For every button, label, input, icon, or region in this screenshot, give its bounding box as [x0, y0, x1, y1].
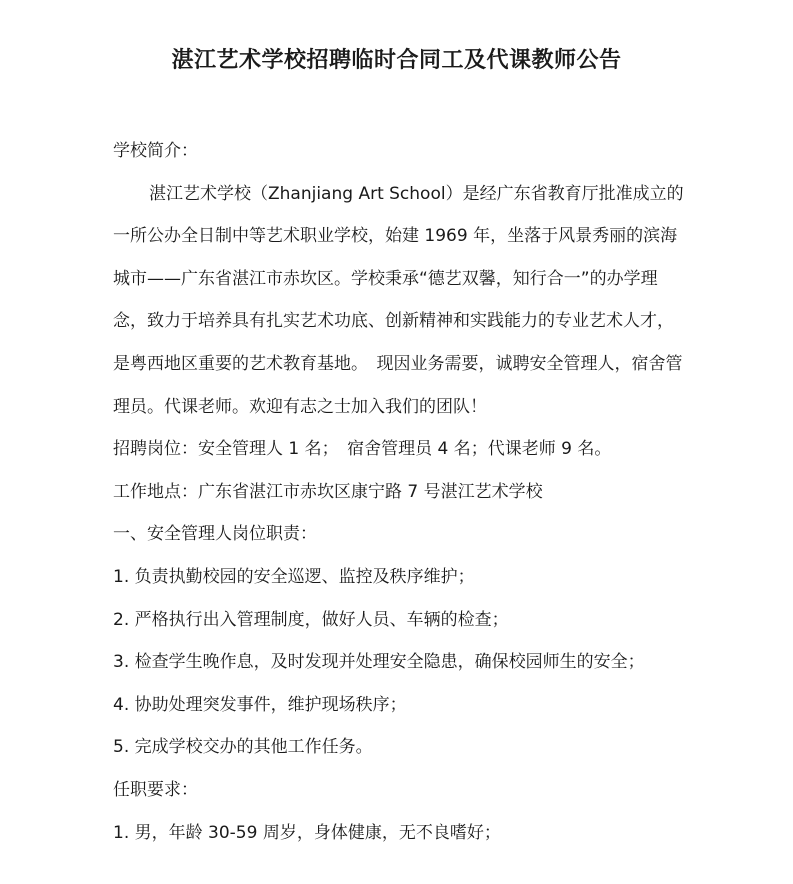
recruitment-positions: 招聘岗位：安全管理人 1 名； 宿舍管理员 4 名；代课老师 9 名。	[113, 439, 612, 460]
work-location: 工作地点：广东省湛江市赤坎区康宁路 7 号湛江艺术学校	[113, 481, 543, 502]
section-heading-requirements: 任职要求：	[113, 779, 198, 800]
duty-item-2: 2. 严格执行出入管理制度，做好人员、车辆的检查；	[113, 609, 509, 630]
requirement-item-1: 1. 男，年龄 30-59 周岁，身体健康，无不良嗜好；	[113, 822, 501, 843]
section-heading-school-intro: 学校简介：	[113, 141, 198, 161]
duty-item-4: 4. 协助处理突发事件，维护现场秩序；	[113, 694, 407, 715]
school-intro-paragraph: 湛江艺术学校（Zhanjiang Art School）是经广东省教育厅批准成立的一所公办全日制中等艺术职业学校，始建 1969 年，坐落于风景秀丽的滨海城市——广东省湛江市赤坎区。学校秉承“德艺双馨，知行合一”的办学理念，致力于培养具有扎实艺术功底、创新精神和实践能力的专业艺术人才，是粤西地区重要的艺术教育基地。 现因业务需要，诚聘安全管理人，宿舍管理员。代课老师。欢迎有志之士加入我们的团队！	[113, 183, 684, 417]
duty-item-1: 1. 负责执勤校园的安全巡逻、监控及秩序维护；	[113, 566, 475, 587]
document-body	[113, 130, 688, 854]
section-heading-security-duties: 一、安全管理人岗位职责：	[113, 524, 317, 545]
duty-item-5: 5. 完成学校交办的其他工作任务。	[113, 737, 373, 758]
duty-item-3: 3. 检查学生晚作息，及时发现并处理安全隐患，确保校园师生的安全；	[113, 652, 645, 673]
document-title: 湛江艺术学校招聘临时合同工及代课教师公告	[171, 48, 622, 73]
